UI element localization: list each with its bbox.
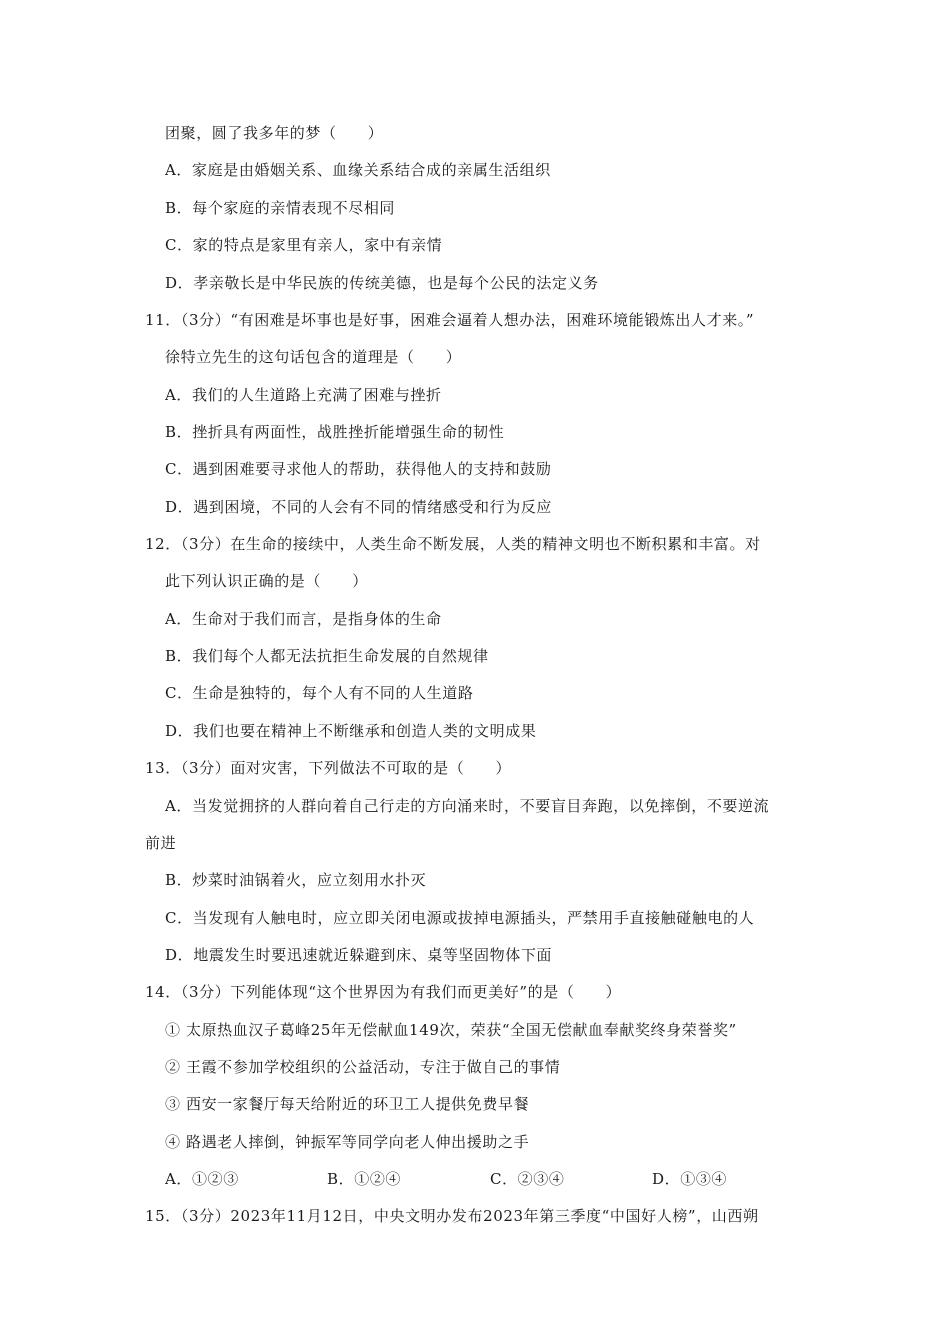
q14-choice-a: A．①②③: [165, 1170, 239, 1188]
q15-stem-line1: 15．（3分）2023年11月12日，中央文明办发布2023年第三季度“中国好人榜”，山西朔: [145, 1207, 759, 1225]
q14-choice-b: B．①②④: [327, 1170, 402, 1188]
q11-stem-line1: 11．（3分）“有困难是坏事也是好事，困难会逼着人想办法，困难环境能锻炼出人才来。”: [145, 311, 755, 329]
q14-choice-d: D．①③④: [652, 1170, 728, 1188]
q10-option-a: A．家庭是由婚姻关系、血缘关系结合成的亲属生活组织: [165, 161, 551, 179]
q12-option-d: D．我们也要在精神上不断继承和创造人类的文明成果: [165, 722, 537, 740]
q13-option-a-line1: A．当发觉拥挤的人群向着自己行走的方向涌来时，不要盲目奔跑，以免摔倒，不要逆流: [165, 797, 770, 815]
q12-stem-line1: 12．（3分）在生命的接续中，人类生命不断发展，人类的精神文明也不断积累和丰富。对: [145, 535, 761, 553]
q10-stem-continuation: 团聚，圆了我多年的梦（ ）: [165, 124, 384, 142]
q10-option-c: C．家的特点是家里有亲人，家中有亲情: [165, 236, 443, 254]
q10-option-d: D．孝亲敬长是中华民族的传统美德，也是每个公民的法定义务: [165, 274, 599, 292]
q10-option-b: B．每个家庭的亲情表现不尽相同: [165, 199, 396, 217]
q12-option-a: A．生命对于我们而言，是指身体的生命: [165, 610, 442, 628]
q14-stem-line1: 14．（3分）下列能体现“这个世界因为有我们而更美好”的是（ ）: [145, 983, 622, 1001]
q14-item-2: ② 王霞不参加学校组织的公益活动，专注于做自己的事情: [165, 1058, 561, 1076]
q14-item-3: ③ 西安一家餐厅每天给附近的环卫工人提供免费早餐: [165, 1095, 530, 1113]
q13-option-d: D．地震发生时要迅速就近躲避到床、桌等坚固物体下面: [165, 946, 553, 964]
q14-choice-c: C．②③④: [490, 1170, 565, 1188]
q14-item-1: ① 太原热血汉子葛峰25年无偿献血149次，荣获“全国无偿献血奉献奖终身荣誉奖”: [165, 1021, 737, 1039]
q12-stem-line2: 此下列认识正确的是（ ）: [165, 572, 368, 590]
q13-stem-line1: 13．（3分）面对灾害，下列做法不可取的是（ ）: [145, 759, 512, 777]
q12-option-b: B．我们每个人都无法抗拒生命发展的自然规律: [165, 647, 489, 665]
q13-option-c: C．当发现有人触电时，应立即关闭电源或拔掉电源插头，严禁用手直接触碰触电的人: [165, 909, 755, 927]
q13-option-b: B．炒菜时油锅着火，应立刻用水扑灭: [165, 871, 427, 889]
q11-option-a: A．我们的人生道路上充满了困难与挫折: [165, 386, 442, 404]
q11-stem-line2: 徐特立先生的这句话包含的道理是（ ）: [165, 348, 462, 366]
q14-item-4: ④ 路遇老人摔倒，钟振军等同学向老人伸出援助之手: [165, 1133, 530, 1151]
q13-option-a-line2: 前进: [145, 834, 177, 852]
q11-option-c: C．遇到困难要寻求他人的帮助，获得他人的支持和鼓励: [165, 460, 552, 478]
q12-option-c: C．生命是独特的，每个人有不同的人生道路: [165, 684, 474, 702]
q11-option-d: D．遇到困境，不同的人会有不同的情绪感受和行为反应: [165, 498, 553, 516]
q11-option-b: B．挫折具有两面性，战胜挫折能增强生命的韧性: [165, 423, 505, 441]
